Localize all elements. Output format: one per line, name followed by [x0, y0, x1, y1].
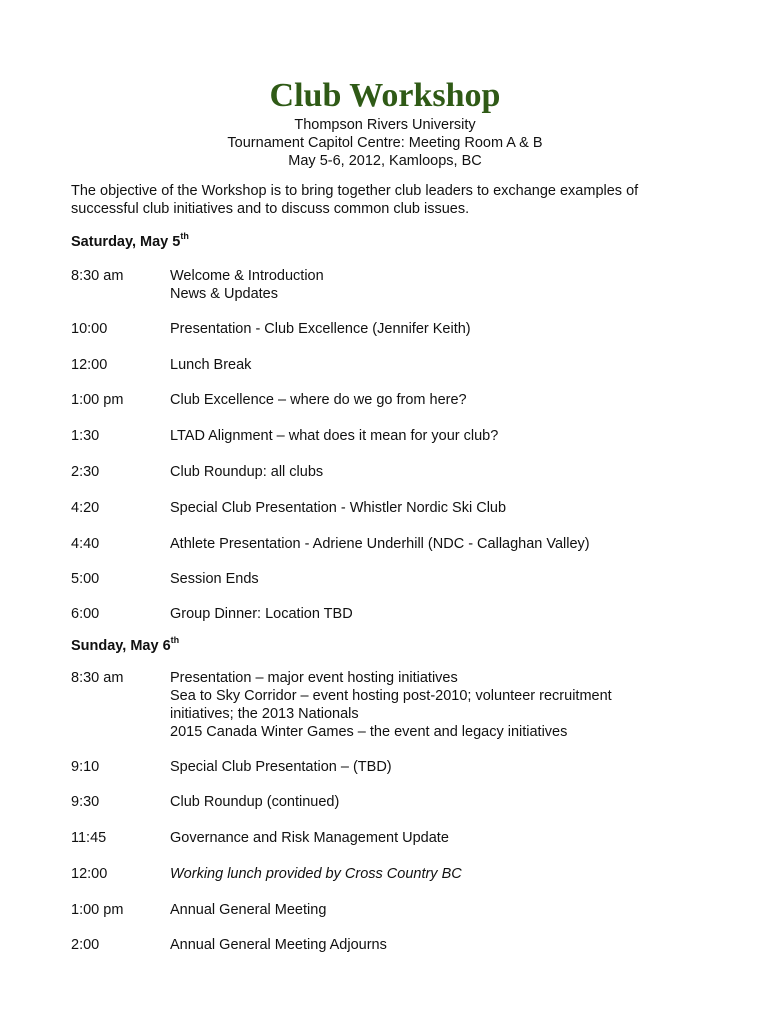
schedule-description-line: Special Club Presentation - Whistler Nordic Ski Club — [170, 500, 507, 516]
schedule-description — [170, 865, 670, 883]
schedule-time: 2:30 — [71, 464, 100, 480]
schedule-description-line: initiatives; the 2013 Nationals — [170, 706, 359, 722]
schedule-time: 1:00 pm — [71, 902, 124, 918]
schedule-time: 8:30 am — [71, 670, 124, 686]
schedule-description — [170, 829, 670, 847]
schedule-time: 4:40 — [71, 536, 100, 552]
schedule-description-line: Session Ends — [170, 571, 259, 587]
schedule-description-line: Presentation - Club Excellence (Jennifer Keith) — [170, 321, 471, 337]
saturday-heading-text: Saturday, May 5 — [71, 234, 181, 250]
schedule-time: 9:30 — [71, 794, 100, 810]
schedule-description-line: Working lunch provided by Cross Country BC — [170, 866, 462, 882]
sunday-heading-suffix: th — [170, 635, 180, 645]
schedule-time: 1:00 pm — [71, 392, 124, 408]
venue-university: Thompson Rivers University — [294, 117, 476, 133]
schedule-description-line: Welcome & Introduction — [170, 268, 324, 284]
schedule-description-line: Group Dinner: Location TBD — [170, 606, 353, 622]
event-details — [0, 116, 770, 170]
saturday-heading — [71, 233, 189, 251]
schedule-description-line: Sea to Sky Corridor – event hosting post-2010; volunteer recruitment — [170, 688, 612, 704]
schedule-description-line: Club Excellence – where do we go from here? — [170, 392, 467, 408]
schedule-description-line: Governance and Risk Management Update — [170, 830, 449, 846]
schedule-time: 11:45 — [71, 830, 107, 846]
schedule-time: 5:00 — [71, 571, 100, 587]
schedule-time: 8:30 am — [71, 268, 124, 284]
schedule-time: 10:00 — [71, 321, 108, 337]
venue-room: Tournament Capitol Centre: Meeting Room A & B — [227, 135, 543, 151]
schedule-description — [170, 669, 670, 741]
event-date-location: May 5-6, 2012, Kamloops, BC — [288, 153, 482, 169]
saturday-heading-suffix: th — [180, 231, 189, 241]
schedule-description-line: Special Club Presentation – (TBD) — [170, 759, 392, 775]
schedule-time: 9:10 — [71, 759, 100, 775]
schedule-description — [170, 499, 670, 517]
schedule-time: 1:30 — [71, 428, 100, 444]
schedule-description — [170, 605, 670, 623]
schedule-description — [170, 267, 670, 303]
schedule-time: 6:00 — [71, 606, 100, 622]
schedule-description-line: Presentation – major event hosting initiatives — [170, 670, 458, 686]
schedule-description — [170, 427, 670, 445]
schedule-description — [170, 793, 670, 811]
schedule-time: 2:00 — [71, 937, 100, 953]
schedule-description — [170, 391, 670, 409]
schedule-time: 4:20 — [71, 500, 100, 516]
schedule-description-line: Annual General Meeting Adjourns — [170, 937, 387, 953]
schedule-description — [170, 356, 670, 374]
schedule-time: 12:00 — [71, 866, 108, 882]
schedule-description — [170, 901, 670, 919]
schedule-description — [170, 570, 670, 588]
schedule-description-line: Lunch Break — [170, 357, 252, 373]
schedule-description — [170, 758, 670, 776]
schedule-description-line: News & Updates — [170, 286, 278, 302]
schedule-description — [170, 936, 670, 954]
schedule-description-line: LTAD Alignment – what does it mean for your club? — [170, 428, 499, 444]
document-title: Club Workshop — [269, 77, 501, 114]
schedule-description — [170, 320, 670, 338]
objective-paragraph: The objective of the Workshop is to bring together club leaders to exchange examples of successful club initiatives and to discuss common club issues. — [71, 183, 639, 217]
schedule-description-line: Club Roundup (continued) — [170, 794, 340, 810]
schedule-description — [170, 535, 670, 553]
sunday-heading — [71, 637, 179, 655]
schedule-description — [170, 463, 670, 481]
schedule-time: 12:00 — [71, 357, 108, 373]
schedule-description-line: 2015 Canada Winter Games – the event and legacy initiatives — [170, 724, 568, 740]
schedule-description-line: Annual General Meeting — [170, 902, 327, 918]
sunday-heading-text: Sunday, May 6 — [71, 638, 171, 654]
schedule-description-line: Athlete Presentation - Adriene Underhill (NDC - Callaghan Valley) — [170, 536, 590, 552]
schedule-description-line: Club Roundup: all clubs — [170, 464, 324, 480]
